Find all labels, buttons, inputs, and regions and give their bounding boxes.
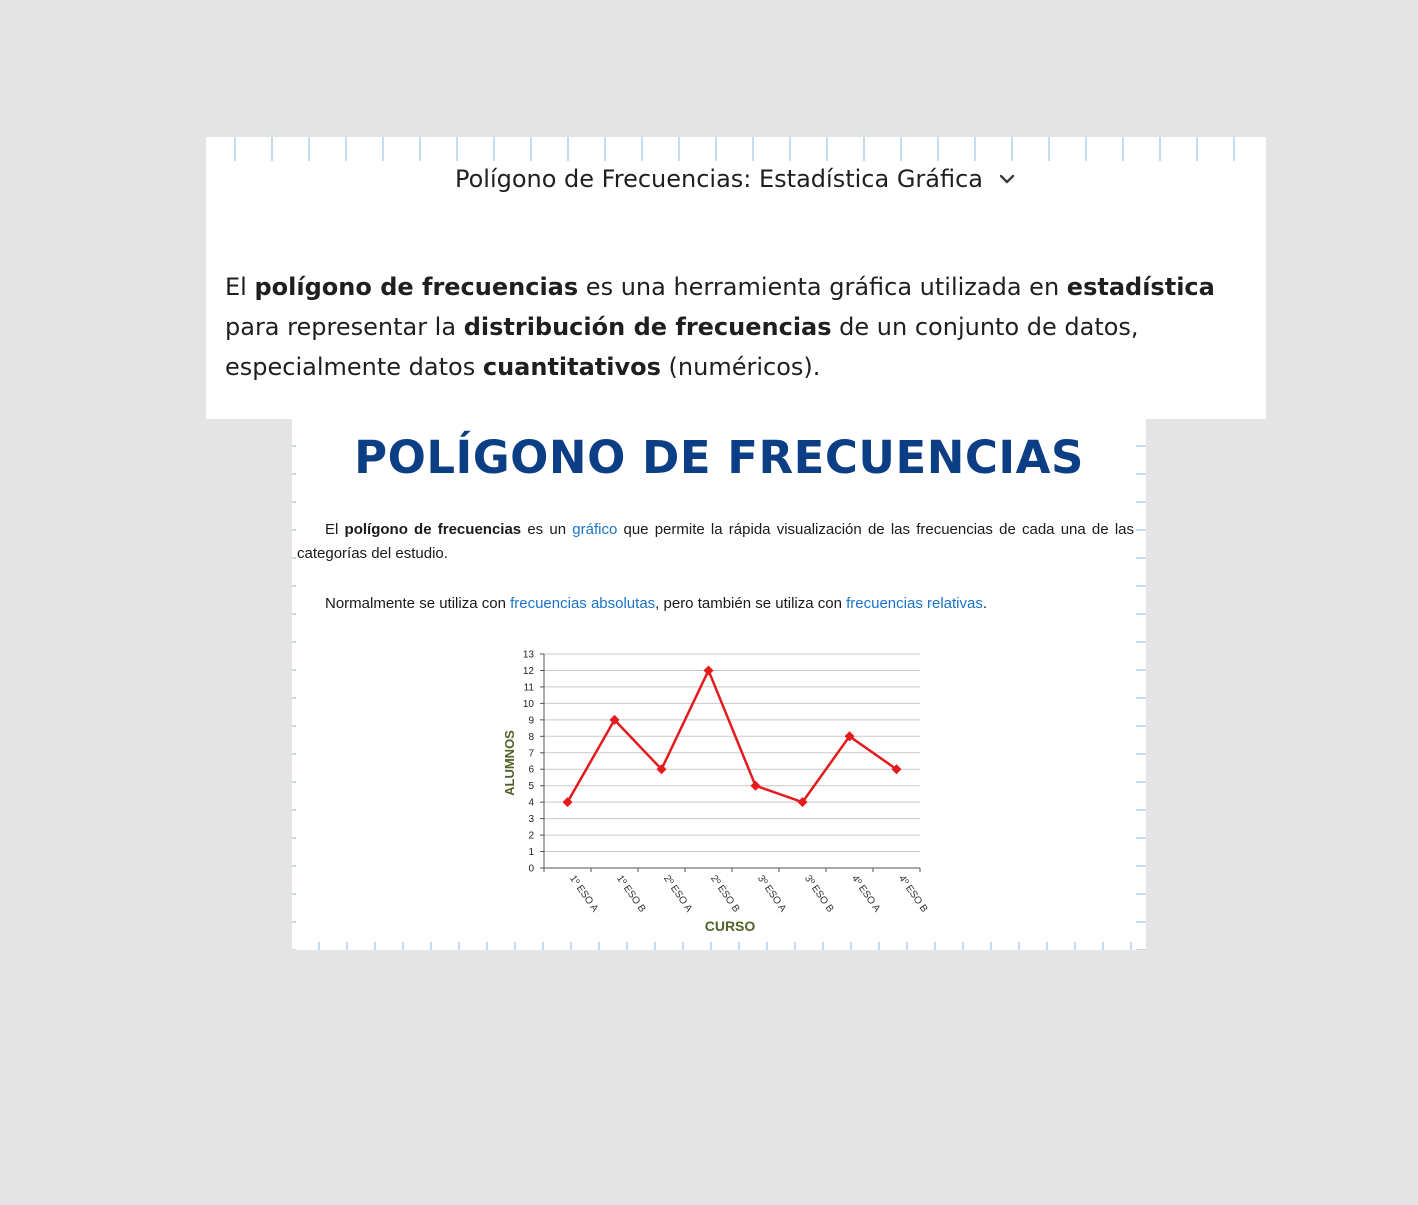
y-axis-label: ALUMNOS	[502, 730, 517, 796]
p1-text-3: que permite la rápida visualización de las frecuencias de cada una de las categorías del estudio.	[297, 521, 1134, 562]
link-frecuencias-relativas[interactable]: frecuencias relativas	[846, 595, 983, 612]
p1-text-2: es un	[521, 521, 573, 538]
y-tick-label: 4	[528, 797, 534, 809]
bold-term: estadística	[1066, 273, 1215, 301]
x-axis-label: CURSO	[704, 918, 756, 934]
paragraph-text: para representar la	[225, 313, 464, 341]
x-tick-label: 2º ESO B	[708, 873, 742, 915]
y-tick-label: 10	[522, 698, 534, 710]
x-tick-label: 4º ESO A	[849, 873, 883, 915]
data-point	[704, 665, 714, 675]
grid-decoration-right	[1136, 419, 1146, 950]
p1-bold-term: polígono de frecuencias	[344, 521, 522, 538]
y-tick-label: 8	[528, 731, 534, 743]
x-tick-label: 3º ESO A	[755, 873, 789, 915]
card-paragraph	[225, 267, 1252, 387]
p1-text-1: El	[325, 521, 345, 538]
paragraph-text: de un conjunto de datos, especialmente datos	[225, 313, 1139, 381]
link-frecuencias-absolutas[interactable]: frecuencias absolutas	[510, 595, 656, 612]
p2-text-2: , pero también se utiliza con	[655, 595, 847, 612]
y-tick-label: 2	[528, 830, 534, 842]
card-header[interactable]	[206, 165, 1266, 193]
x-tick-label: 4º ESO B	[896, 873, 930, 915]
y-tick-label: 9	[528, 715, 534, 727]
doc-paragraph-usage	[297, 592, 1134, 616]
y-tick-label: 5	[528, 781, 534, 793]
paragraph-text: El	[225, 273, 255, 301]
grid-decoration	[206, 137, 1266, 161]
y-tick-label: 12	[522, 665, 534, 677]
data-point	[563, 797, 573, 807]
grid-decoration-left	[292, 419, 296, 950]
x-tick-label: 1º ESO A	[567, 873, 601, 915]
card-title: Polígono de Frecuencias: Estadística Gráfica	[454, 165, 984, 193]
summary-card	[206, 137, 1266, 419]
paragraph-text: (numéricos).	[660, 353, 821, 381]
chevron-down-icon[interactable]	[997, 169, 1017, 189]
doc-paragraph-definition	[297, 518, 1134, 566]
data-point	[751, 781, 761, 791]
y-tick-label: 11	[523, 682, 534, 694]
bold-term: distribución de frecuencias	[463, 313, 832, 341]
doc-title: POLÍGONO DE FRECUENCIAS	[354, 431, 1084, 484]
p2-text-1: Normalmente se utiliza con	[325, 595, 511, 612]
y-tick-label: 7	[528, 748, 534, 760]
y-tick-label: 1	[528, 847, 534, 859]
x-tick-label: 1º ESO B	[614, 873, 648, 915]
y-tick-label: 0	[528, 863, 534, 875]
paragraph-text: es una herramienta gráfica utilizada en	[578, 273, 1067, 301]
p2-text-3: .	[982, 595, 988, 612]
y-tick-label: 13	[522, 649, 534, 661]
link-grafico[interactable]: gráfico	[572, 521, 618, 538]
bold-term: polígono de frecuencias	[254, 273, 579, 301]
x-tick-label: 2º ESO A	[661, 873, 695, 915]
y-tick-label: 3	[528, 814, 534, 826]
y-tick-label: 6	[528, 764, 534, 776]
x-tick-label: 3º ESO B	[802, 873, 836, 915]
bold-term: cuantitativos	[482, 353, 661, 381]
frequency-polygon-chart	[500, 645, 940, 945]
